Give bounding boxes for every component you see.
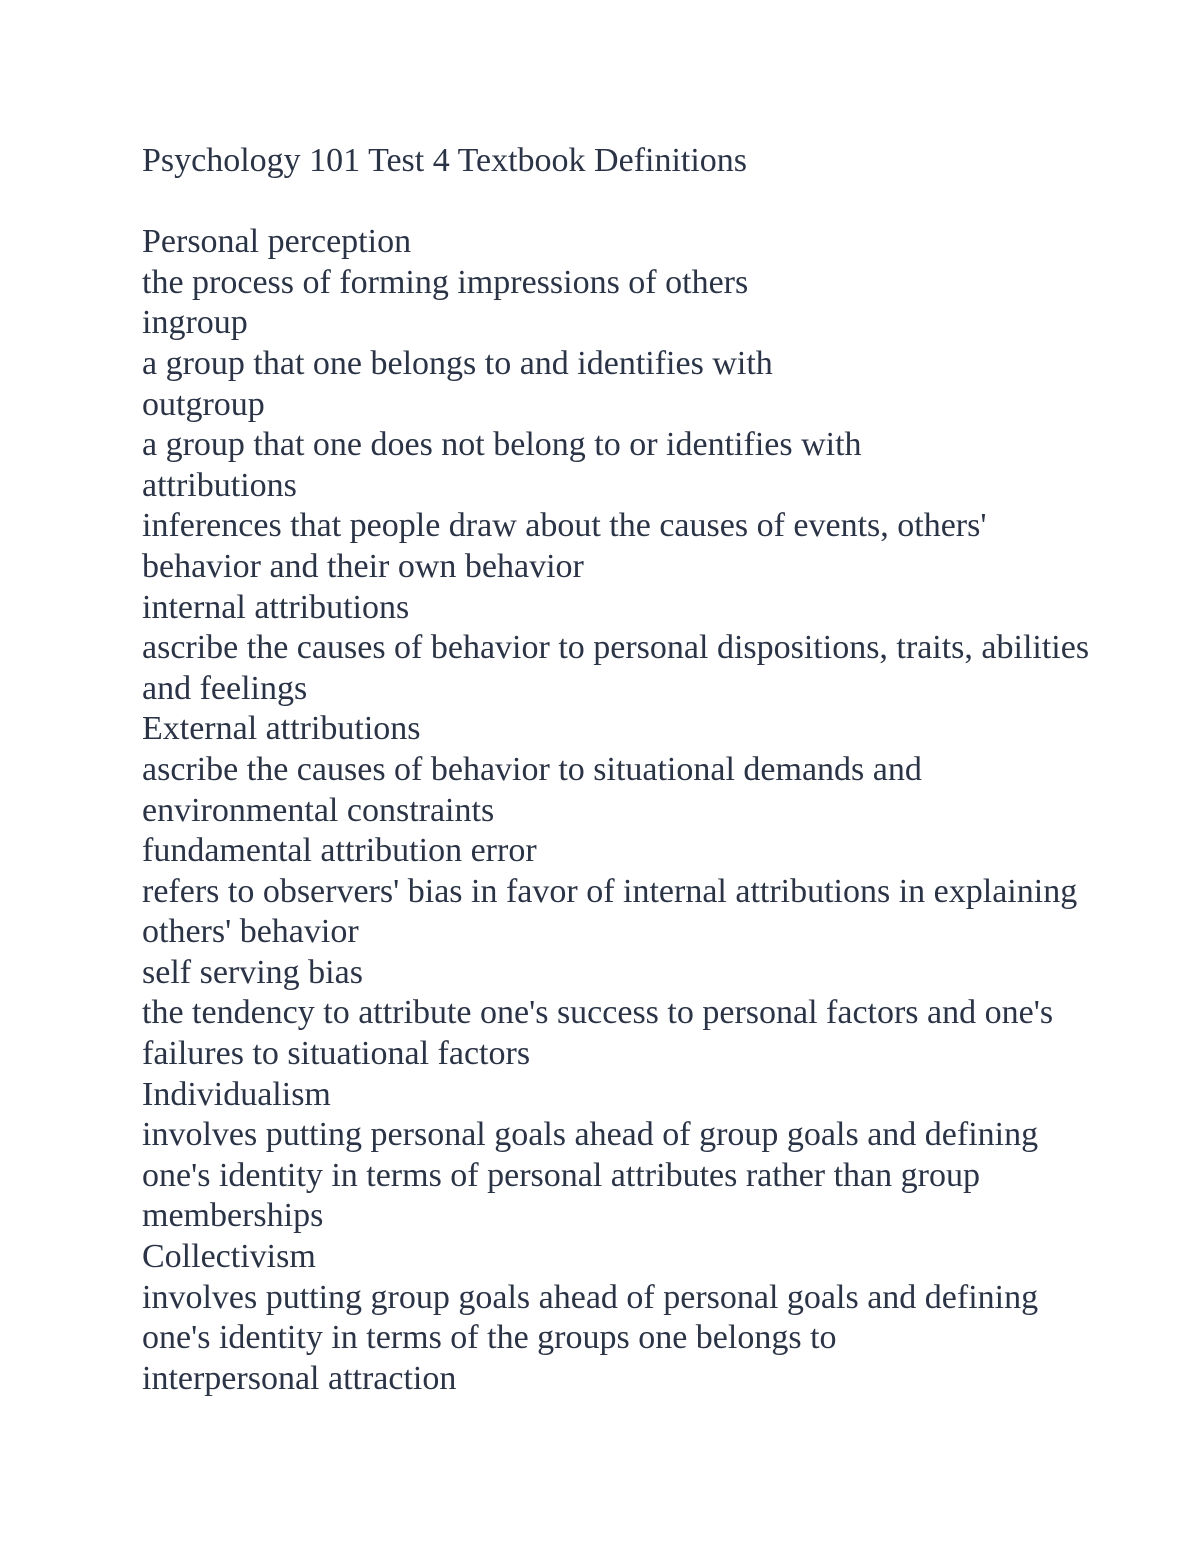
definition: a group that one belongs to and identifies with <box>142 344 773 382</box>
definition-entry <box>142 466 1102 588</box>
term: outgroup <box>142 385 265 423</box>
definition-entry <box>142 303 1102 384</box>
definition: refers to observers' bias in favor of internal attributions in explaining others' behavior <box>142 872 1078 951</box>
term: External attributions <box>142 710 421 748</box>
definition-entry <box>142 709 1102 831</box>
definition: inferences that people draw about the causes of events, others' behavior and their own behavior <box>142 507 987 585</box>
definition-entry <box>142 953 1102 1075</box>
term: attributions <box>142 466 297 504</box>
definition: ascribe the causes of behavior to personal dispositions, traits, abilities and feelings <box>142 629 1090 707</box>
definition: involves putting personal goals ahead of group goals and defining one's identity in terms of personal attributes rather than group memberships <box>142 1116 1039 1235</box>
term: Personal perception <box>142 223 412 261</box>
definition: a group that one does not belong to or identifies with <box>142 426 862 464</box>
definition: ascribe the causes of behavior to situational demands and environmental constraints <box>142 750 922 829</box>
definition: involves putting group goals ahead of personal goals and defining one's identity in terms of the groups one belongs to <box>142 1278 1039 1357</box>
term: ingroup <box>142 304 248 342</box>
term: Collectivism <box>142 1238 316 1276</box>
definition-entry <box>142 1237 1102 1359</box>
definition-entry <box>142 1075 1102 1237</box>
term: interpersonal attraction <box>142 1359 457 1397</box>
term: internal attributions <box>142 588 410 626</box>
term: self serving bias <box>142 953 363 991</box>
term: Individualism <box>142 1075 331 1113</box>
definitions-list <box>142 222 1102 1399</box>
definition-entry <box>142 588 1102 710</box>
definition-entry <box>142 385 1102 466</box>
definition-entry <box>142 831 1102 953</box>
document-title: Psychology 101 Test 4 Textbook Definitions <box>142 142 748 179</box>
document-page <box>142 141 1102 1399</box>
definition-entry <box>142 222 1102 303</box>
definition-entry <box>142 1359 1102 1400</box>
definition: the process of forming impressions of others <box>142 263 749 301</box>
term: fundamental attribution error <box>142 832 537 870</box>
definition: the tendency to attribute one's success to personal factors and one's failures to situational factors <box>142 994 1054 1073</box>
